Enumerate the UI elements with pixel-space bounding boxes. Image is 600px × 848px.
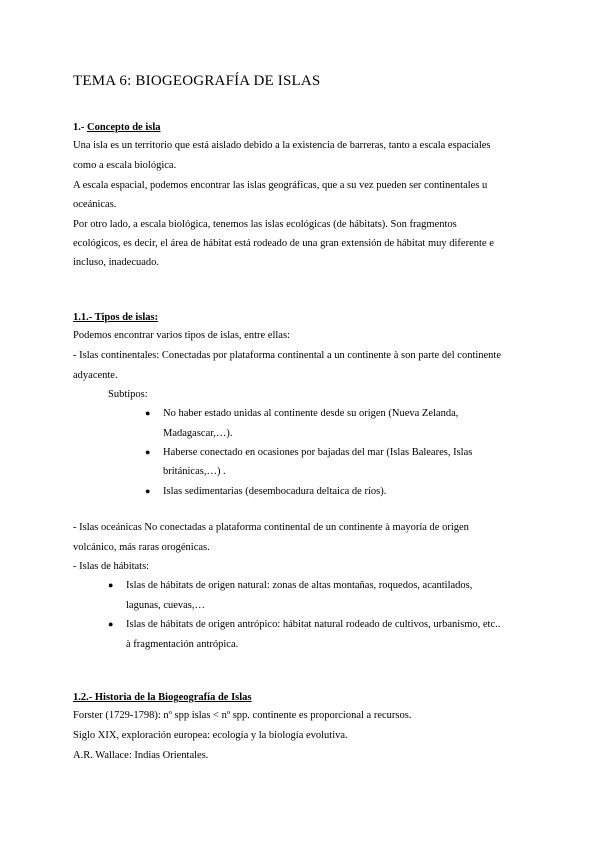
section-title: Concepto de isla bbox=[87, 122, 161, 133]
list-item-cont: lagunas, cuevas,… bbox=[126, 600, 206, 611]
paragraph-line: Siglo XIX, exploración europea: ecología y la biología evolutiva. bbox=[73, 730, 348, 741]
section-heading-tipos bbox=[73, 312, 158, 323]
paragraph-line: incluso, inadecuado. bbox=[73, 257, 160, 268]
list-item: Islas sedimentarias (desembocadura deltaica de ríos). bbox=[163, 486, 387, 497]
section-title: 1.2.- Historia de la Biogeografía de Islas bbox=[73, 692, 252, 703]
paragraph-line: - Islas continentales: Conectadas por plataforma continental a un continente à son parte del continente bbox=[73, 350, 502, 361]
paragraph-line: Forster (1729-1798): nº spp islas < nº spp. continente es proporcional a recursos. bbox=[73, 710, 412, 721]
list-item: No haber estado unidas al continente desde su origen (Nueva Zelanda, bbox=[163, 408, 459, 419]
list-item-cont: británicas,…) . bbox=[163, 466, 226, 477]
list-item: Haberse conectado en ocasiones por bajadas del mar (Islas Baleares, Islas bbox=[163, 447, 473, 458]
list-item-cont: à fragmentación antrópica. bbox=[126, 639, 239, 650]
paragraph-line: adyacente. bbox=[73, 370, 118, 381]
paragraph-line: - Islas oceánicas No conectadas a plataforma continental de un continente à mayoría de origen bbox=[73, 522, 469, 533]
section-number: 1.- bbox=[73, 122, 87, 133]
bullet-icon: ● bbox=[145, 408, 151, 418]
bullet-icon: ● bbox=[108, 580, 114, 590]
section-heading-historia bbox=[73, 692, 252, 703]
paragraph-line: Podemos encontrar varios tipos de islas, entre ellas: bbox=[73, 330, 290, 341]
paragraph-line: Una isla es un territorio que está aislado debido a la existencia de barreras, tanto a escala espaciales bbox=[73, 140, 491, 151]
paragraph-line: como a escala biológica. bbox=[73, 160, 177, 171]
paragraph-line: A escala espacial, podemos encontrar las islas geográficas, que a su vez pueden ser continentales u bbox=[73, 180, 488, 191]
paragraph-line: Por otro lado, a escala biológica, tenemos las islas ecológicas (de hábitats). Son fragmentos bbox=[73, 219, 457, 230]
bullet-icon: ● bbox=[145, 447, 151, 457]
paragraph-line: - Islas de hábitats: bbox=[73, 561, 150, 572]
subtypes-label: Subtipos: bbox=[108, 389, 148, 400]
bullet-icon: ● bbox=[108, 619, 114, 629]
list-item-cont: Madagascar,…). bbox=[163, 428, 233, 439]
paragraph-line: A.R. Wallace: Indias Orientales. bbox=[73, 750, 209, 761]
list-item: Islas de hábitats de origen antrópico: hábitat natural rodeado de cultivos, urbanismo, etc.. bbox=[126, 619, 501, 630]
paragraph-line: ecológicos, es decir, el área de hábitat está rodeado de una gran extensión de hábitat muy diferente e bbox=[73, 238, 494, 249]
paragraph-line: oceánicas. bbox=[73, 199, 117, 210]
page-title: TEMA 6: BIOGEOGRAFÍA DE ISLAS bbox=[73, 73, 321, 89]
section-title: 1.1.- Tipos de islas: bbox=[73, 312, 159, 323]
bullet-icon: ● bbox=[145, 486, 151, 496]
section-heading-concepto bbox=[73, 122, 161, 133]
list-item: Islas de hábitats de origen natural: zonas de altas montañas, roquedos, acantilados, bbox=[126, 580, 473, 591]
paragraph-line: volcánico, más raras orogénicas. bbox=[73, 542, 210, 553]
